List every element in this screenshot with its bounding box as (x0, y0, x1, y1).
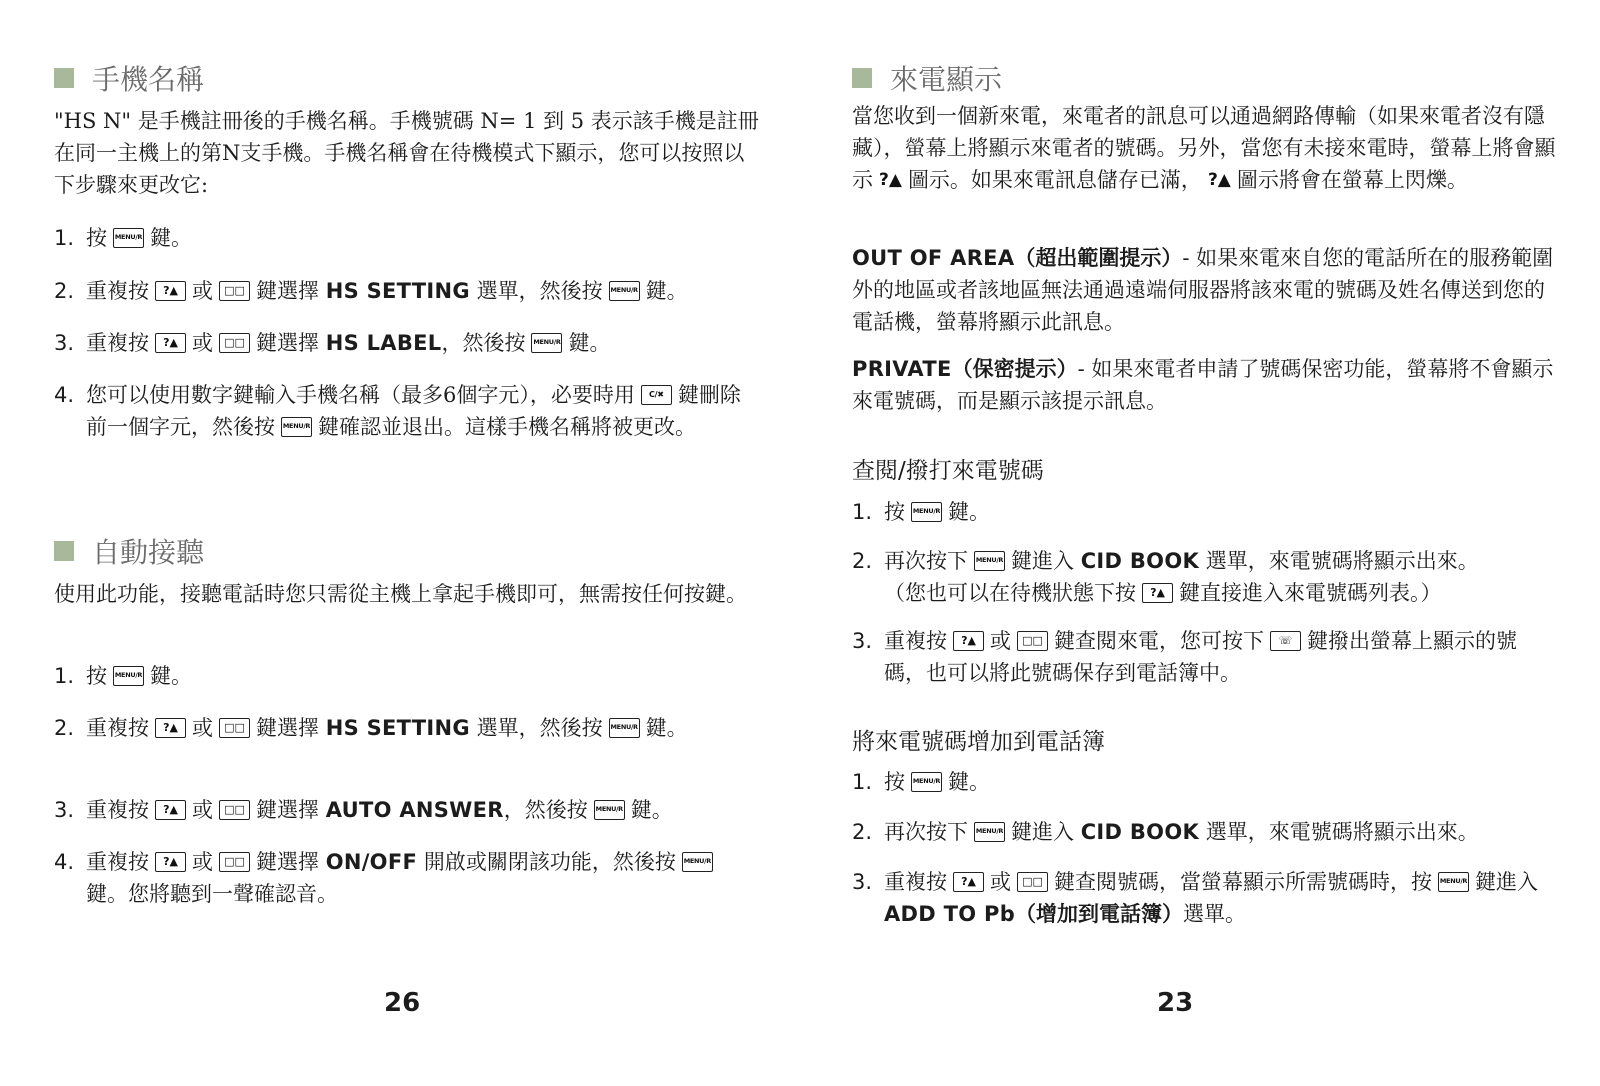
step-text: 選單，然後按 (476, 716, 603, 740)
menu-name: ON/OFF (325, 850, 418, 874)
step-text: 開啟或關閉該功能，然後按 (423, 850, 676, 874)
menu-key-icon: MENU/R (911, 772, 942, 792)
cid-key-icon: ?▲ (155, 281, 186, 301)
section-header-handset-name (54, 58, 204, 98)
step-text: 按 (86, 226, 107, 250)
intro-paragraph: 當您收到一個新來電，來電者的訊息可以通過網路傳輸（如果來電者沒有隱藏），螢幕上將顯示來電者的號碼。另外，當您有未接來電時，螢幕上將會顯示 ?▲ 圖示。如果來電訊息儲存已滿， ?▲ 圖示將會在螢幕上閃爍。 (852, 100, 1557, 198)
step-number: 2. (852, 549, 873, 573)
phonebook-key-icon: □□ (1017, 872, 1048, 892)
step-item: 3. 重複按 ?▲ 或 □□ 鍵查閱來電，您可按下 ☏ 鍵撥出螢幕上顯示的號碼，也可以將此號碼保存到電話簿中。 (852, 625, 1557, 689)
step-number: 3. (54, 798, 75, 822)
menu-key-icon: MENU/R (974, 551, 1005, 571)
term: PRIVATE (852, 357, 952, 381)
step-number: 1. (54, 226, 75, 250)
step-text: 鍵。您將聽到一聲確認音。 (86, 882, 338, 906)
section-title: 手機名稱 (92, 63, 205, 96)
step-item (54, 794, 759, 826)
cid-key-icon: ?▲ (1142, 583, 1173, 603)
step-number: 2. (54, 279, 75, 303)
phonebook-key-icon: □□ (219, 281, 250, 301)
step-text: 鍵。 (150, 226, 192, 250)
step-text: 或 (192, 716, 213, 740)
menu-key-icon: MENU/R (531, 333, 562, 353)
step-number: 4. (54, 383, 75, 407)
step-number: 1. (54, 664, 75, 688)
step-text: 或 (192, 279, 213, 303)
step-item (54, 660, 759, 692)
cid-key-icon: ?▲ (953, 872, 984, 892)
phonebook-key-icon: □□ (219, 800, 250, 820)
menu-name: CID BOOK (1080, 549, 1200, 573)
step-item (54, 275, 759, 307)
step-number: 1. (852, 770, 873, 794)
menu-key-icon: MENU/R (1438, 872, 1469, 892)
section-title: 自動接聽 (92, 536, 205, 569)
menu-key-icon: MENU/R (609, 718, 640, 738)
step-text: ，然後按 (503, 798, 588, 822)
section-square-icon (54, 541, 74, 561)
section-square-icon (54, 68, 74, 88)
menu-key-icon: MENU/R (594, 800, 625, 820)
step-item: 1. 按 MENU/R 鍵。 (852, 496, 1557, 528)
section-title: 來電顯示 (890, 63, 1003, 96)
cid-key-icon: ?▲ (155, 852, 186, 872)
step-text: 您可以使用數字鍵輸入手機名稱（最多6個字元），必要時用 (86, 383, 635, 407)
menu-key-icon: MENU/R (281, 417, 312, 437)
step-text: 重複按 (86, 279, 149, 303)
menu-name: AUTO ANSWER (325, 798, 504, 822)
phonebook-key-icon: □□ (219, 718, 250, 738)
step-text: 鍵選擇 (256, 716, 319, 740)
step-text: 重複按 (86, 798, 149, 822)
step-text: 或 (192, 850, 213, 874)
step-text: 鍵選擇 (256, 798, 319, 822)
step-text: ，然後按 (441, 331, 526, 355)
step-item: 2. 再次按下 MENU/R 鍵進入 CID BOOK 選單，來電號碼將顯示出來。 (852, 816, 1557, 848)
subsection-title: 查閱/撥打來電號碼 (852, 458, 1044, 484)
cid-key-icon: ?▲ (953, 631, 984, 651)
step-number: 3. (54, 331, 75, 355)
menu-name: HS SETTING (325, 716, 470, 740)
intro-paragraph: "HS N" 是手機註冊後的手機名稱。手機號碼 N= 1 到 5 表示該手機是註冊在同一主機上的第N支手機。手機名稱會在待機模式下顯示，您可以按照以下步驟來更改它: (54, 109, 759, 197)
phonebook-key-icon: □□ (219, 852, 250, 872)
step-text: 鍵確認並退出。這樣手機名稱將被更改。 (318, 415, 696, 439)
step-text: 重複按 (86, 716, 149, 740)
step-item (54, 712, 759, 744)
menu-key-icon: MENU/R (682, 852, 713, 872)
step-item (54, 846, 759, 910)
step-text: 按 (86, 664, 107, 688)
left-page (54, 0, 759, 1086)
step-text: 或 (192, 331, 213, 355)
step-text: 鍵。 (645, 716, 688, 740)
step-text: 或 (192, 798, 213, 822)
menu-name: HS SETTING (325, 279, 470, 303)
step-number: 3. (852, 870, 873, 894)
step-number: 2. (54, 716, 75, 740)
step-item (54, 379, 759, 443)
step-text: 鍵。 (645, 279, 688, 303)
menu-key-icon: MENU/R (609, 281, 640, 301)
term: OUT OF AREA (852, 246, 1015, 270)
step-text: 鍵。 (150, 664, 192, 688)
section-square-icon (852, 68, 872, 88)
step-text: 鍵刪除前一個字元，然後按 (86, 383, 741, 439)
step-text: 鍵選擇 (256, 279, 319, 303)
phonebook-key-icon: □□ (219, 333, 250, 353)
step-text: 鍵。 (568, 331, 611, 355)
menu-name: HS LABEL (325, 331, 442, 355)
phonebook-key-icon: □□ (1017, 631, 1048, 651)
section-header-caller-id (852, 58, 1002, 98)
section-header-auto-answer (54, 531, 204, 571)
missed-call-icon: ?▲ (1207, 169, 1231, 190)
menu-key-icon: MENU/R (911, 502, 942, 522)
step-text: 鍵選擇 (256, 331, 319, 355)
menu-key-icon: MENU/R (974, 822, 1005, 842)
cid-key-icon: ?▲ (155, 333, 186, 353)
step-number: 4. (54, 850, 75, 874)
step-item: 1. 按 MENU/R 鍵。 (852, 766, 1557, 798)
step-text: 重複按 (86, 331, 149, 355)
step-item: 3. 重複按 ?▲ 或 □□ 鍵查閱號碼，當螢幕顯示所需號碼時，按 MENU/R 鍵進入 ADD TO Pb（增加到電話簿）選單。 (852, 866, 1557, 930)
cid-key-icon: ?▲ (155, 800, 186, 820)
out-of-area-paragraph: OUT OF AREA（超出範圍提示）- 如果來電來自您的電話所在的服務範圍外的地區或者該地區無法通過遠端伺服器將該來電的號碼及姓名傳送到您的電話機，螢幕將顯示此訊息。 (852, 246, 1554, 334)
step-text: 選單，然後按 (476, 279, 603, 303)
step-text: 鍵選擇 (256, 850, 319, 874)
page-number: 26 (384, 988, 421, 1018)
step-number: 3. (852, 629, 873, 653)
missed-call-icon: ?▲ (879, 169, 902, 190)
page-number: 23 (1157, 988, 1194, 1018)
cid-key-icon: ?▲ (155, 718, 186, 738)
step-text: 鍵。 (630, 798, 673, 822)
step-item: 2. 再次按下 MENU/R 鍵進入 CID BOOK 選單，來電號碼將顯示出來。 （您也可以在待機狀態下按 ?▲ 鍵直接進入來電號碼列表。） (852, 545, 1557, 609)
subsection-title: 將來電號碼增加到電話簿 (852, 729, 1105, 755)
right-page (852, 0, 1557, 1086)
menu-key-icon: MENU/R (113, 666, 144, 686)
menu-name: CID BOOK (1080, 820, 1200, 844)
clear-key-icon: C/✖ (641, 385, 672, 405)
step-item (54, 327, 759, 359)
step-item (54, 222, 759, 254)
menu-name: ADD TO Pb (884, 902, 1016, 926)
talk-key-icon: ☏ (1270, 631, 1301, 651)
menu-key-icon: MENU/R (113, 228, 144, 248)
step-text: 重複按 (86, 850, 149, 874)
step-number: 2. (852, 820, 873, 844)
intro-paragraph: 使用此功能，接聽電話時您只需從主機上拿起手機即可，無需按任何按鍵。 (54, 582, 747, 606)
private-paragraph: PRIVATE（保密提示）- 如果來電者申請了號碼保密功能，螢幕將不會顯示來電號碼，而是顯示該提示訊息。 (852, 357, 1554, 413)
step-number: 1. (852, 500, 873, 524)
